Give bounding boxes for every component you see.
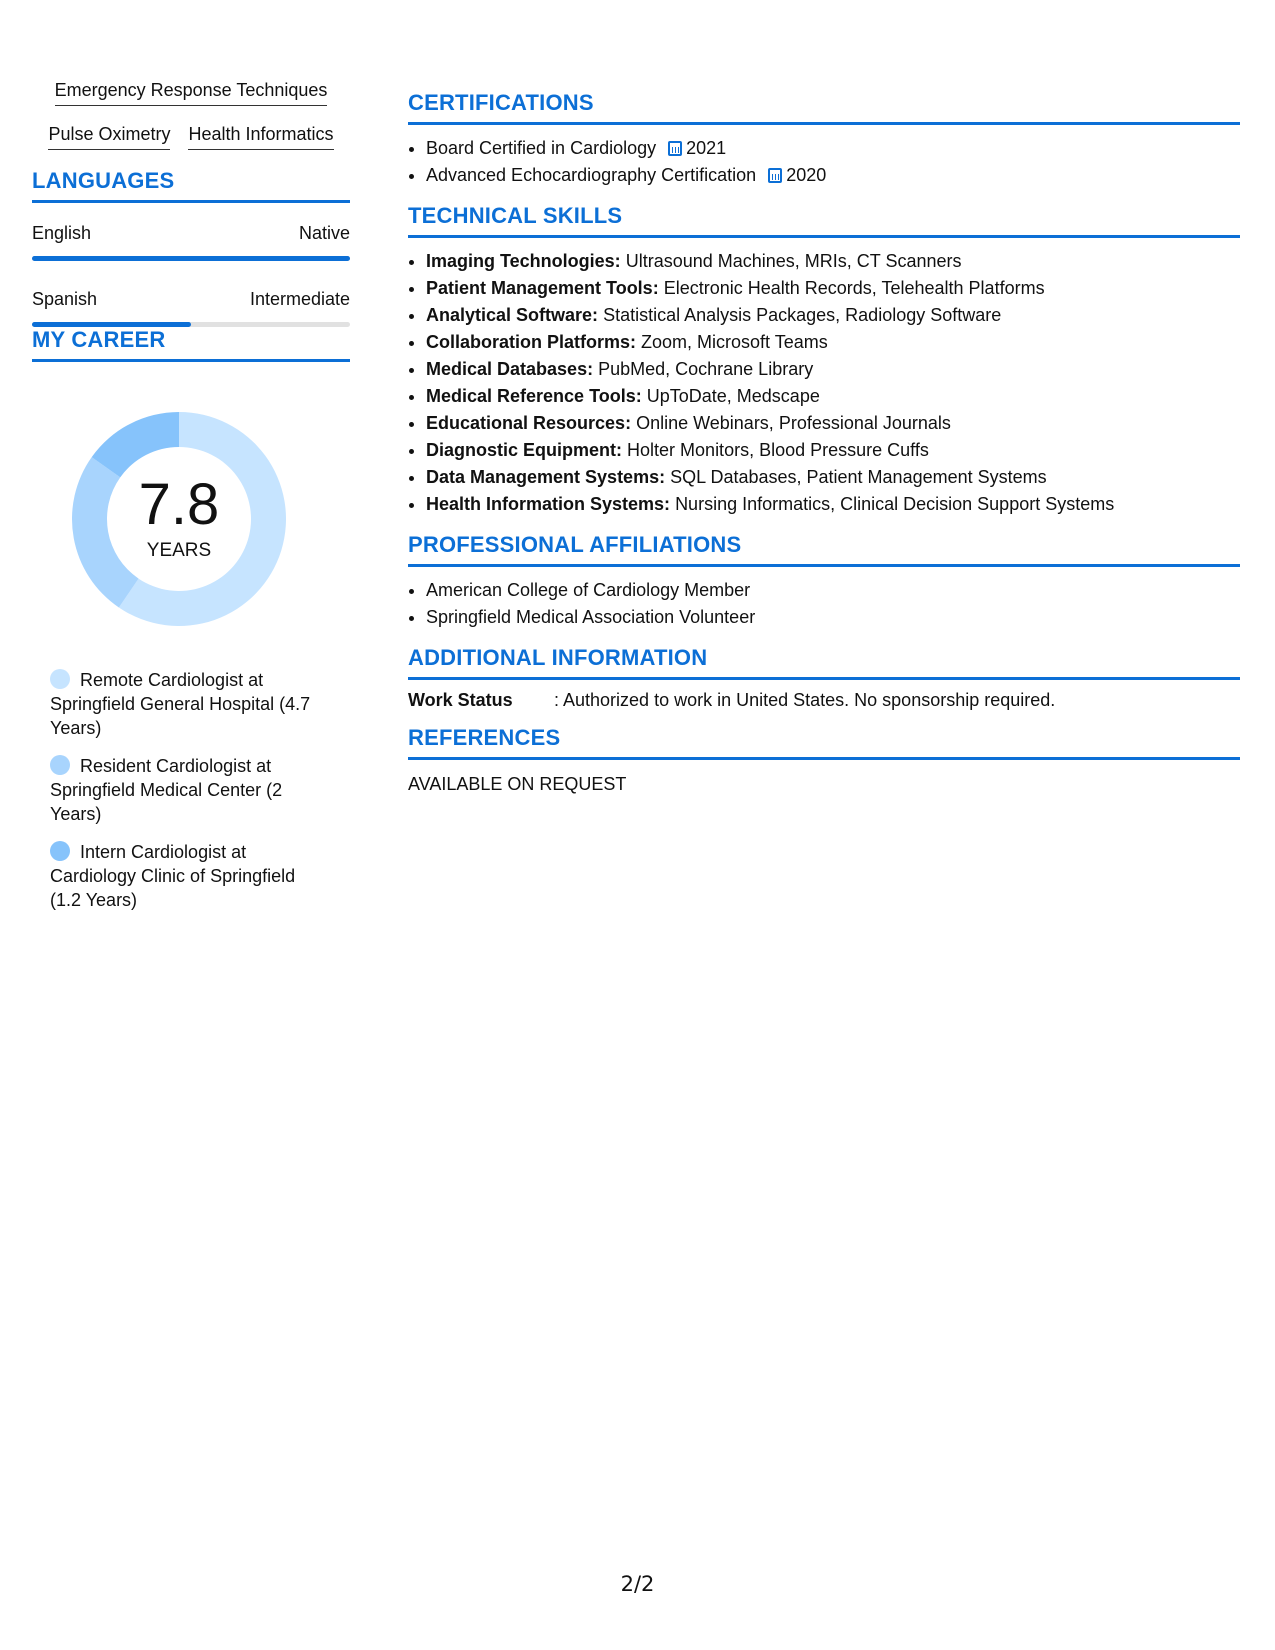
skill-tag: Health Informatics <box>188 124 333 150</box>
skill-item <box>426 356 1240 383</box>
skill-value: Nursing Informatics, Clinical Decision Support Systems <box>675 494 1115 514</box>
info-key: Work Status <box>408 690 513 710</box>
certification-year: 2020 <box>786 165 827 185</box>
skill-item <box>426 491 1240 518</box>
language-name: English <box>32 223 92 243</box>
skill-label: Data Management Systems: <box>426 467 666 487</box>
skill-label: Medical Databases: <box>426 359 594 379</box>
additional-info-title: ADDITIONAL INFORMATION <box>408 645 1240 680</box>
language-name: Spanish <box>32 289 98 309</box>
skill-value: Holter Monitors, Blood Pressure Cuffs <box>627 440 929 460</box>
info-row <box>408 690 1240 711</box>
certification-item <box>426 135 1240 162</box>
skill-value: Online Webinars, Professional Journals <box>636 413 951 433</box>
legend-label: Resident Cardiologist at Springfield Medical Center (2 Years) <box>50 756 283 824</box>
career-donut-chart <box>64 404 294 634</box>
skill-label: Diagnostic Equipment: <box>426 440 623 460</box>
skill-item <box>426 302 1240 329</box>
calendar-icon <box>768 168 782 183</box>
legend-item <box>50 754 330 826</box>
skill-label: Educational Resources: <box>426 413 632 433</box>
skill-value: UpToDate, Medscape <box>646 386 820 406</box>
career-legend <box>50 668 330 912</box>
language-item <box>32 223 350 261</box>
language-bar-fill <box>32 322 191 327</box>
language-bar <box>32 322 350 327</box>
skill-value: Zoom, Microsoft Teams <box>641 332 828 352</box>
skill-item <box>426 410 1240 437</box>
skill-label: Collaboration Platforms: <box>426 332 637 352</box>
skill-value: PubMed, Cochrane Library <box>598 359 814 379</box>
skill-label: Imaging Technologies: <box>426 251 621 271</box>
career-total-years: 7.8 <box>138 472 220 537</box>
skill-row-2 <box>32 124 350 150</box>
affiliations-title: PROFESSIONAL AFFILIATIONS <box>408 532 1240 567</box>
page-number: 2/2 <box>620 1572 655 1596</box>
skill-value: Ultrasound Machines, MRIs, CT Scanners <box>625 251 962 271</box>
language-bar <box>32 256 350 261</box>
legend-dot <box>50 841 70 861</box>
skill-label: Health Information Systems: <box>426 494 671 514</box>
certifications-title: CERTIFICATIONS <box>408 90 1240 125</box>
skill-item <box>426 329 1240 356</box>
career-title: MY CAREER <box>32 327 350 362</box>
skill-value: SQL Databases, Patient Management Systems <box>670 467 1047 487</box>
technical-skills-title: TECHNICAL SKILLS <box>408 203 1240 238</box>
affiliations-section <box>408 532 1240 631</box>
right-column <box>408 90 1240 809</box>
legend-item <box>50 840 330 912</box>
skill-label: Medical Reference Tools: <box>426 386 642 406</box>
skill-value: Statistical Analysis Packages, Radiology Software <box>603 305 1002 325</box>
skill-value: Electronic Health Records, Telehealth Platforms <box>663 278 1045 298</box>
skill-item <box>426 437 1240 464</box>
certification-name: Board Certified in Cardiology <box>426 138 657 158</box>
languages-title: LANGUAGES <box>32 168 350 203</box>
references-text: AVAILABLE ON REQUEST <box>408 774 627 794</box>
skill-item <box>426 275 1240 302</box>
affiliation-item: • Springfield Medical Association Volunteer <box>426 604 1240 631</box>
legend-dot <box>50 669 70 689</box>
certifications-section <box>408 90 1240 189</box>
language-item <box>32 289 350 327</box>
skill-item <box>426 464 1240 491</box>
legend-label: Remote Cardiologist at Springfield General Hospital (4.7 Years) <box>50 670 311 738</box>
left-column <box>32 80 350 926</box>
info-value: : Authorized to work in United States. No sponsorship required. <box>554 690 1056 710</box>
legend-item <box>50 668 330 740</box>
certification-year: 2021 <box>686 138 727 158</box>
language-level: Intermediate <box>249 289 350 309</box>
calendar-icon <box>668 141 682 156</box>
certification-name: Advanced Echocardiography Certification <box>426 165 757 185</box>
technical-skills-section <box>408 203 1240 518</box>
skill-item <box>426 248 1240 275</box>
references-section <box>408 725 1240 795</box>
language-level: Native <box>298 223 350 243</box>
legend-label: Intern Cardiologist at Cardiology Clinic of Springfield (1.2 Years) <box>50 842 296 910</box>
certification-item <box>426 162 1240 189</box>
references-title: REFERENCES <box>408 725 1240 760</box>
affiliation-item: • American College of Cardiology Member <box>426 577 1240 604</box>
skill-label: Analytical Software: <box>426 305 599 325</box>
language-bar-fill <box>32 256 350 261</box>
skill-row-1 <box>32 80 350 106</box>
legend-dot <box>50 755 70 775</box>
skill-label: Patient Management Tools: <box>426 278 659 298</box>
skill-tag: Pulse Oximetry <box>48 124 170 150</box>
skill-tag: Emergency Response Techniques <box>55 80 328 106</box>
additional-info-section <box>408 645 1240 711</box>
career-total-unit: YEARS <box>146 540 212 561</box>
skill-item <box>426 383 1240 410</box>
